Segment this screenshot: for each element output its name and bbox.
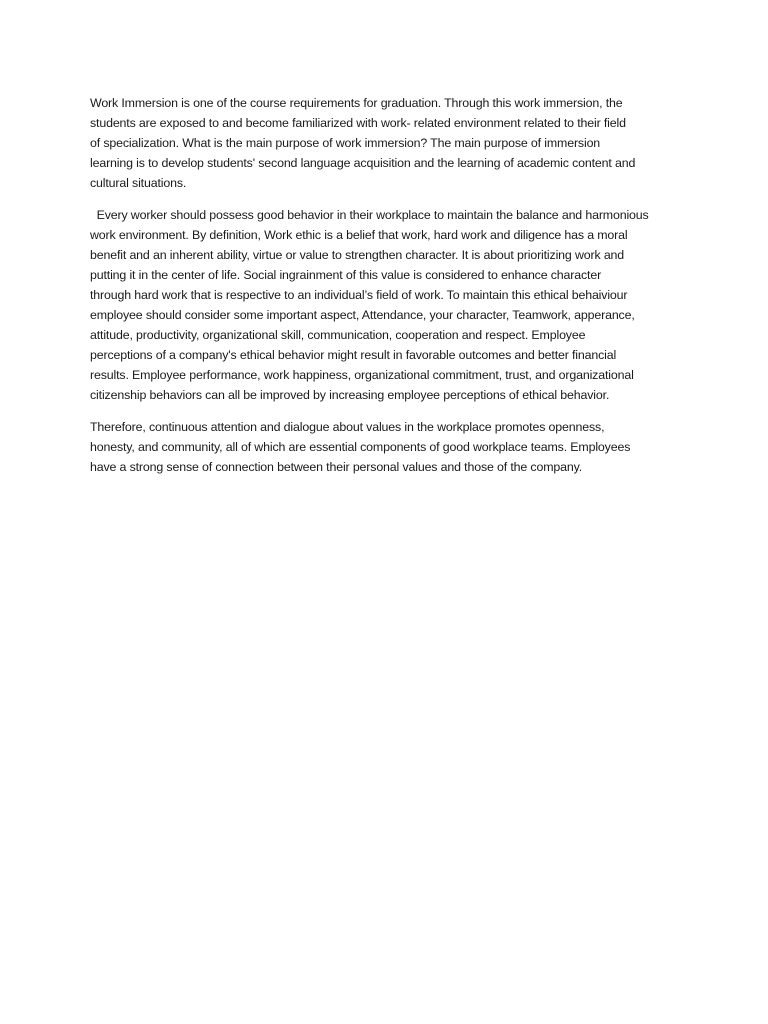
text-line: honesty, and community, all of which are essential components of good workplace teams. Employees xyxy=(90,440,631,454)
text-line: learning is to develop students' second language acquisition and the learning of academic content and xyxy=(90,156,636,170)
text-line: Therefore, continuous attention and dialogue about values in the workplace promotes openness, xyxy=(90,420,605,434)
text-line: through hard work that is respective to an individual’s field of work. To maintain this ethical behaiviour xyxy=(90,288,628,302)
text-line: Every worker should possess good behavior in their workplace to maintain the balance and harmonious xyxy=(90,208,649,222)
document-body xyxy=(90,93,680,489)
text-line: putting it in the center of life. Social ingrainment of this value is considered to enhance character xyxy=(90,268,602,282)
text-line: citizenship behaviors can all be improved by increasing employee perceptions of ethical behavior. xyxy=(90,388,610,402)
text-line: of specialization. What is the main purpose of work immersion? The main purpose of immersion xyxy=(90,136,601,150)
text-line: work environment. By definition, Work ethic is a belief that work, hard work and diligence has a moral xyxy=(90,228,628,242)
paragraph-work-ethic xyxy=(90,205,680,405)
text-line: benefit and an inherent ability, virtue or value to strengthen character. It is about prioritizing work and xyxy=(90,248,625,262)
text-line: perceptions of a company's ethical behavior might result in favorable outcomes and better financial xyxy=(90,348,617,362)
text-line: students are exposed to and become familiarized with work- related environment related to their field xyxy=(90,116,626,130)
text-line: have a strong sense of connection between their personal values and those of the company. xyxy=(90,460,583,474)
text-line: results. Employee performance, work happiness, organizational commitment, trust, and organizational xyxy=(90,368,634,382)
text-line: employee should consider some important aspect, Attendance, your character, Teamwork, apperance, xyxy=(90,308,635,322)
text-line: Work Immersion is one of the course requirements for graduation. Through this work immersion, the xyxy=(90,96,623,110)
paragraph-work-immersion xyxy=(90,93,680,193)
text-line: cultural situations. xyxy=(90,176,187,190)
text-line: attitude, productivity, organizational skill, communication, cooperation and respect. Employee xyxy=(90,328,586,342)
paragraph-conclusion xyxy=(90,417,680,477)
